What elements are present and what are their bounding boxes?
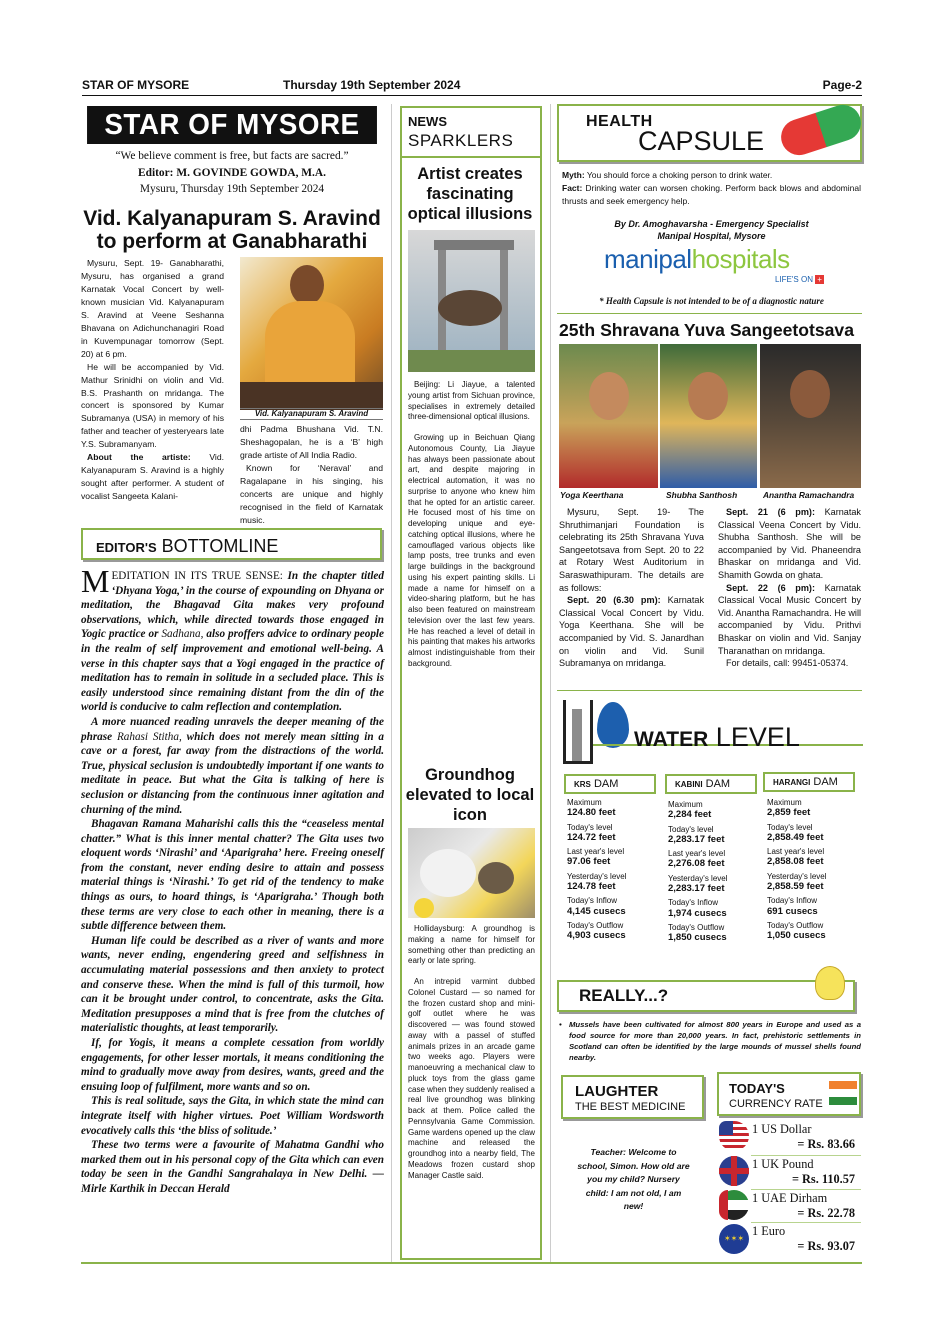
health-title-light: CAPSULE <box>638 126 765 156</box>
header-date: Thursday 19th September 2024 <box>283 78 461 92</box>
dam-name: DAM <box>593 778 619 790</box>
news-paragraph: An intrepid varmint dubbed Colonel Custard — so named for the frozen custard shop and mini-golf outlet where he was discovered — was found stowed away with a passel of stuffed animals prizes in an arcade game two weeks ago. Players were manoeuvring a mechanical claw to pluck toys from the glass game case when they suddenly realised a real live groundhog was blinking back at them. Police called the Pennsylvania Game Commission. Game wardens opened up the claw machine and released the groundhog into a nearby field, The Meadows frozen custard shop Manager Castle said. <box>408 977 535 1180</box>
value-last: 97.06 feet <box>567 856 611 868</box>
editorial-paragraph: These two terms were a favourite of Mahatma Gandhi who marked them out in his personal copy of the Gita which can even today be seen in the Gandhi Sangrahalaya in New Delhi. — Mirle Karthik in Deccan Herald <box>81 1139 384 1195</box>
label-max: Maximum <box>767 798 802 807</box>
value-last: 2,858.08 feet <box>767 856 824 868</box>
health-disclaimer: * Health Capsule is not intended to be of a diagnostic nature <box>599 296 824 306</box>
fact-text: Drinking water can worsen choking. Perform back blows and abdominal thrusts and seek emergency help. <box>562 183 861 206</box>
header-paper: STAR OF MYSORE <box>82 78 190 92</box>
news-headline-1: Artist creates fascinating optical illusions <box>407 165 533 223</box>
anantha-ramachandra-photo <box>760 344 861 488</box>
dam-name-bold: HARANGI <box>773 778 811 787</box>
health-title-bold: HEALTH <box>586 113 653 130</box>
label-yest: Yesterday's level <box>767 871 827 881</box>
shubha-santhosh-photo <box>660 344 757 488</box>
value-today: 2,283.17 feet <box>668 833 725 845</box>
portrait-face <box>688 372 728 420</box>
photo-caption: Vid. Kalyanapuram S. Aravind <box>240 408 383 420</box>
really-box: REALLY...? <box>557 980 855 1012</box>
label-inflow: Today's Inflow <box>567 896 617 906</box>
editors-bottomline-box <box>81 528 382 560</box>
currency-rule <box>751 1155 861 1156</box>
label-yest: Yesterday's level <box>668 873 728 883</box>
masthead-title: STAR OF MYSORE <box>87 106 377 144</box>
lead-story-col-b <box>240 423 383 527</box>
value-yest: 2,858.59 feet <box>767 881 824 893</box>
sangeet-headline: 25th Shravana Yuva Sangeetotsava <box>559 320 855 340</box>
logo-tag-text: LIFE'S ON <box>775 275 813 284</box>
us-flag-icon <box>719 1121 749 1151</box>
lead-paragraph: Known for ‘Neraval’ and Ragalapane in his singing, his concerts are unique and highly recognised in the field of Karnatak music. <box>240 462 383 525</box>
news-paragraph: Hollidaysburg: A groundhog is making a name for himself for something other than predicting an early or late spring. <box>408 924 535 966</box>
harangi-dam-header <box>763 772 855 792</box>
editorial-title-light: BOTTOMLINE <box>161 536 279 556</box>
label-last: Last year's level <box>767 847 825 857</box>
editorial-title-bold: EDITOR'S <box>96 540 157 555</box>
header-page: Page-2 <box>822 78 862 92</box>
value-inflow: 4,145 cusecs <box>567 905 626 917</box>
currency-value-gbp: = Rs. 110.57 <box>791 1172 855 1186</box>
value-yest: 2,283.17 feet <box>668 883 725 895</box>
aravind-photo <box>240 257 383 410</box>
page-header <box>82 76 862 96</box>
label-inflow: Today's Inflow <box>668 898 718 908</box>
editorial-text: In the chapter titled ‘Dhyana Yoga,’ in the course of expounding on Dhyana or meditation, the Bhagavad Gita makes very profound observations, which, while directed towards those engaged in Yogic practice or <box>81 570 384 641</box>
logo-tagline <box>775 275 824 284</box>
byline-hospital: Manipal Hospital, Mysore <box>657 231 766 241</box>
dateline: Mysuru, Thursday 19th September 2024 <box>139 183 325 195</box>
lead-paragraph: He will be accompanied by Vid. Mathur Srinidhi on violin and Vid. B.S. Prashanth on mridanga. The concert is sponsored by Kumar Subramanya (USA) in memory of his father and teacher of yesteryears late Y.S. Subramanyam. <box>81 361 224 450</box>
column-divider <box>550 104 551 1264</box>
sangeet-text: Karnatak Classical Vocal Concert by Vidu. Yoga Keerthana. She will be accompanied by Vid. S. Janardhan on violin and Vid. Sunil Subramanya on mridanga. <box>559 595 704 669</box>
masthead-motto <box>81 148 383 198</box>
groundhog-photo <box>408 828 535 918</box>
news-story-2 <box>408 924 535 1181</box>
kabini-dam-data <box>668 800 760 944</box>
value-outflow: 4,903 cusecs <box>567 930 626 942</box>
plus-icon: + <box>817 275 822 284</box>
label-last: Last year's level <box>668 849 726 859</box>
harangi-dam-data <box>767 798 859 942</box>
news-subtitle: SPARKLERS <box>408 131 514 150</box>
currency-value-aed: = Rs. 22.78 <box>797 1206 855 1220</box>
lead-story-col-a <box>81 257 224 503</box>
sangeet-contact: For details, call: 99451-05374. <box>726 658 849 669</box>
value-max: 2,859 feet <box>767 807 811 819</box>
sangeet-col-left <box>559 506 704 670</box>
photo-harmonium <box>240 382 383 410</box>
bullet-icon: • <box>559 1020 562 1029</box>
sangeet-date: Sept. 22 (6 pm): <box>726 582 815 593</box>
currency-rule <box>751 1222 861 1223</box>
photo-body <box>265 301 355 391</box>
editorial-paragraph: Bhagavan Ramana Maharishi calls this the “ceaseless mental chatter.” What is this inner mental chatter? The Gita uses two eloquent words ‘Nirashi’ and ‘Aparigraha’ here. Freeing oneself from the constant, never ending desire to attain and possess material things is ‘Nirashi.’ To get rid of the tendency to make things as ours, to hoard things, is ‘Aparigraha.’ Though both these terms are very close to each other in meaning, there is a subtle difference between them. <box>81 818 384 933</box>
laughter-joke: Teacher: Welcome to school, Simon. How old are you my child? Nursery child: I am not old, I am new! <box>577 1147 690 1211</box>
editorial-body <box>81 563 384 1197</box>
label-max: Maximum <box>668 800 703 809</box>
news-headline-2: Groundhog elevated to local icon <box>405 766 535 824</box>
krs-dam-header <box>564 774 656 794</box>
editor-line: Editor: M. GOVINDE GOWDA, M.A. <box>138 166 326 179</box>
currency-title: TODAY'S <box>729 1081 785 1096</box>
caption-anantha: Anantha Ramachandra <box>763 490 855 500</box>
news-paragraph: Beijing: Li Jiayue, a talented young artist from Sichuan province, specialises in extremely detailed three-dimensional optical illusions. <box>408 380 535 422</box>
currency-name-usd: 1 US Dollar <box>752 1122 812 1136</box>
uae-flag-icon <box>719 1190 749 1220</box>
value-inflow: 691 cusecs <box>767 905 818 917</box>
really-text <box>559 1019 861 1063</box>
lightbulb-icon <box>815 966 845 1000</box>
label-outflow: Today's Outflow <box>567 920 624 930</box>
lead-subhead: About the artiste: <box>87 452 191 463</box>
dam-name-bold: KRS <box>574 780 591 789</box>
value-outflow: 1,850 cusecs <box>668 932 727 944</box>
water-title <box>634 722 800 753</box>
news-story-1 <box>408 380 535 670</box>
portrait-face <box>589 372 629 420</box>
editorial-paragraph: If, for Yogis, it means a complete cessation from worldly engagements, for other lesser mortals, it means conditioning the mind to gradually move away from desires, wants, greed and the ensuing loop of fulfilment, more wants and so on. <box>81 1037 384 1093</box>
news-title: NEWS <box>408 114 447 129</box>
currency-name-gbp: 1 UK Pound <box>752 1157 814 1171</box>
label-last: Last year's level <box>567 847 625 857</box>
currency-subtitle: CURRENCY RATE <box>729 1098 823 1110</box>
lead-paragraph-text: Vid. Kalyanapuram S. Aravind is a highly sought after performer. A student of vocalist Sangeeta Kalani- <box>81 452 224 502</box>
value-today: 2,858.49 feet <box>767 831 824 843</box>
illusion-art-icon <box>408 230 535 372</box>
currency-value-usd: = Rs. 83.66 <box>797 1137 855 1151</box>
dam-name: DAM <box>705 778 731 790</box>
value-max: 2,284 feet <box>668 809 712 821</box>
editorial-text: also proffers advice to ordinary people in the realm of self improvement and emotional well-being. A verse in this chapter says that a Yogi engaged in the practice of meditation has to remain in solitude in a secluded place. This is easily understood since remaining distant from the din of the world is conducive to calm reflection and contemplation. <box>81 628 384 714</box>
sangeet-paragraph: Mysuru, Sept. 19- The Shruthimanjari Foundation is celebrating its 25th Shravana Yuva Sangeetotsava from Sept. 20 to 22 at Rotary West Auditorium in Saraswathipuram. The details are as follows: <box>559 507 704 593</box>
drop-cap: M <box>81 563 110 599</box>
water-title-bold: WATER <box>634 728 709 751</box>
label-today: Today's level <box>668 824 714 834</box>
value-last: 2,276.08 feet <box>668 858 725 870</box>
label-yest: Yesterday's level <box>567 871 627 881</box>
sangeet-date: Sept. 20 (6.30 pm): <box>567 595 661 606</box>
label-inflow: Today's Inflow <box>767 896 817 906</box>
editorial-paragraph: This is real solitude, says the Gita, in which state the mind can integrate itself with higher virtues. Poet William Wordsworth evocatively calls this ‘the bliss of solitude.’ <box>81 1095 384 1137</box>
value-max: 124.80 feet <box>567 807 616 819</box>
myth-text: You should force a choking person to drink water. <box>584 170 773 180</box>
news-paragraph: Growing up in Beichuan Qiang Autonomous County, Lia Jiayue has always been passionate about art, and despite majoring in electrical automation, it was no surprise to anyone who knew him that he opted for an artistic career. He focused most of his time on developing unique and eye-catching optical illusions, where he camouflaged various objects like lamp posts, tree trunks and even large buildings in the background using his expert painting skills. Li made a name for himself on a video-sharing platform, but he has also been featured on mainstream television over the last few years. He has reached a level of detail in his painting that makes his artworks almost indistinguishable from their background. <box>408 433 535 668</box>
laughter-title: LAUGHTER <box>575 1083 659 1100</box>
news-divider <box>402 156 540 158</box>
bull-illusion-photo <box>408 230 535 372</box>
value-outflow: 1,050 cusecs <box>767 930 826 942</box>
currency-box <box>717 1072 861 1116</box>
caption-yoga: Yoga Keerthana <box>560 490 624 500</box>
editorial-paragraph: Human life could be described as a river of wants and more wants, never ending, engendering greed and selfishness in accumulating material possessions and then anxiety to protect and conserve these. When the mind is full of this turmoil, how can it be brought under control, to concentrate, asks the Gita. Meditation presupposes a mind that is free from the clutches of materialistic thoughts, at least temporarily. <box>81 934 384 1035</box>
lead-paragraph: dhi Padma Bhushana Vid. T.N. Sheshagopalan, he is a ‘B’ high grade artiste of All India Radio. <box>240 424 383 460</box>
fact-label: Fact: <box>562 183 583 193</box>
label-outflow: Today's Outflow <box>668 922 725 932</box>
editorial-term: Rahasi Stitha, <box>116 730 182 743</box>
really-fact: Mussels have been cultivated for almost 800 years in Europe and used as a food source for more than 20,000 years. In fact, prehistoric settlements in Scotland can often be identified by the large mounds of mussel shells found nearby. <box>569 1020 861 1062</box>
caption-shubha: Shubha Santhosh <box>666 490 738 500</box>
lead-headline: Vid. Kalyanapuram S. Aravind to perform at Ganabharathi <box>83 207 381 253</box>
motto-text: “We believe comment is free, but facts are sacred.” <box>115 150 349 162</box>
currency-value-eur: = Rs. 93.07 <box>797 1239 855 1253</box>
currency-name-aed: 1 UAE Dirham <box>752 1191 828 1205</box>
myth-label: Myth: <box>562 170 585 180</box>
lead-paragraph: Mysuru, Sept. 19- Ganabharathi, Mysuru, has organised a grand Karnatak Vocal Concert by well-known musician Vid. Kalyanapuram S. Aravind at Veene Seshanna Bhavana on Adichunchanagiri Road in Kuvempunagar tomorrow (Sept. 20) at 6 pm. <box>81 258 224 359</box>
column-divider <box>391 104 392 1264</box>
gauge-level <box>572 709 582 761</box>
manipal-logo <box>604 244 790 275</box>
laughter-subtitle: THE BEST MEDICINE <box>575 1101 686 1113</box>
sangeet-text: Karnatak Classical Veena Concert by Vidu. Shubha Santhosh. She will be accompanied by Vid. Phaneendra Bhaskar on mridanga and Vid. Shamith Gowda on ghata. <box>718 507 861 580</box>
value-today: 124.72 feet <box>567 831 616 843</box>
photo-face <box>290 265 324 305</box>
byline-doctor: By Dr. Amoghavarsha - Emergency Specialist <box>614 219 809 229</box>
groundhog-icon <box>408 828 535 918</box>
health-myth-fact <box>562 169 861 208</box>
editorial-text: which does not merely mean sitting in a cave or a forest, far away from the distractions of the world. True, physical seclusion is undoubtedly important if one wants to meditate in peace. But what the Gita is talking of here is seclusion or distancing from the continuous inner agitation and churning of the mind. <box>81 730 384 816</box>
dam-name: DAM <box>813 776 838 788</box>
water-drop-icon <box>597 702 629 748</box>
logo-part-a: manipal <box>604 244 692 274</box>
sangeet-date: Sept. 21 (6 pm): <box>726 507 815 517</box>
value-yest: 124.78 feet <box>567 881 616 893</box>
divider <box>557 313 862 314</box>
editorial-title <box>96 536 278 557</box>
label-today: Today's level <box>567 822 613 832</box>
sangeet-col-right <box>718 506 861 670</box>
currency-rule <box>751 1189 861 1190</box>
krs-dam-data <box>567 798 659 942</box>
label-today: Today's level <box>767 822 813 832</box>
editorial-term: Sadhana, <box>161 628 204 641</box>
bottom-rule <box>81 1262 862 1264</box>
portrait-face <box>790 370 830 418</box>
sangeet-text: Karnatak Classical Vocal Music Concert by Vid. Anantha Ramachandra. He will accompanied by Vidu. Prithvi Bhaskar on violin and Vid. Sanjay Tharanathan on mridanga. <box>718 582 861 656</box>
uk-flag-icon <box>719 1156 749 1186</box>
editorial-text: A more nuanced reading unravels the deeper meaning of the phrase <box>81 715 384 743</box>
health-byline <box>562 218 861 242</box>
eu-flag-icon: ✶✶✶ <box>719 1224 749 1254</box>
dam-name-bold: KABINI <box>675 780 703 789</box>
editorial-kicker: EDITATION IN ITS TRUE SENSE: <box>111 570 283 582</box>
kabini-dam-header <box>665 774 757 794</box>
label-outflow: Today's Outflow <box>767 920 824 930</box>
lead-paragraph <box>81 451 224 503</box>
value-inflow: 1,974 cusecs <box>668 907 727 919</box>
divider <box>557 690 862 691</box>
india-flag-icon <box>829 1081 857 1105</box>
laughter-box <box>561 1075 704 1119</box>
currency-name-eur: 1 Euro <box>752 1224 786 1238</box>
yoga-keerthana-photo <box>559 344 658 488</box>
logo-part-b: hospitals <box>691 244 790 274</box>
water-title-light: LEVEL <box>715 722 800 752</box>
label-max: Maximum <box>567 798 602 807</box>
water-gauge-icon <box>563 700 593 764</box>
